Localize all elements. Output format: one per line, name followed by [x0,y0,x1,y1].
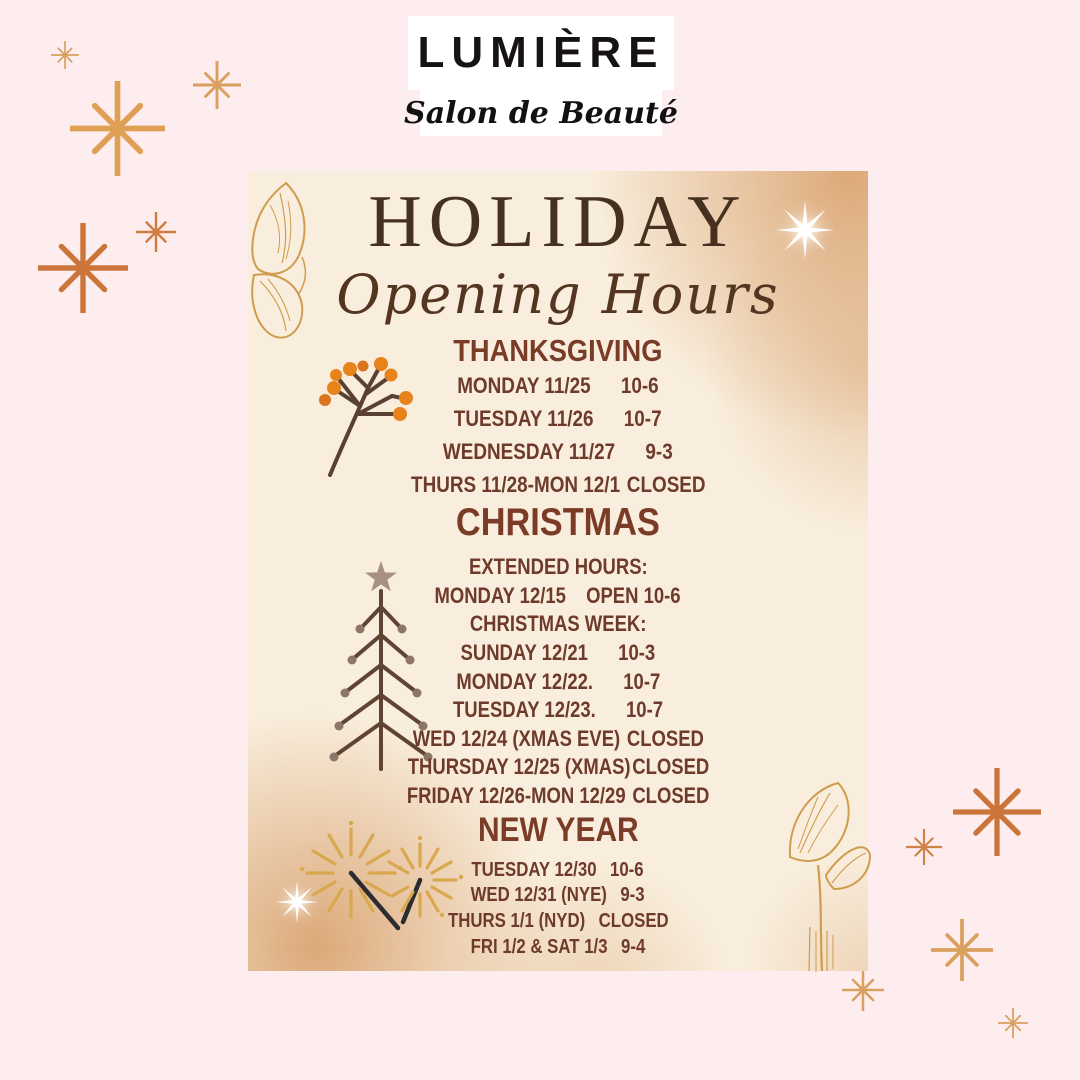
thanksgiving-schedule [248,370,868,502]
schedule-row: THURSDAY 12/25 (XMAS) CLOSED [407,754,709,780]
sparkle-star-icon [953,768,1041,856]
section-heading-new-year: NEW YEAR [477,811,639,849]
section-heading-thanksgiving: THANKSGIVING [453,333,663,368]
schedule-row: WEDNESDAY 11/27 9-3 [443,439,673,465]
schedule-row: TUESDAY 12/23. 10-7 [452,697,664,723]
schedule-row: THURS 11/28-MON 12/1 CLOSED [410,472,706,498]
new-year-schedule [248,857,868,959]
logo-tagline-box [404,90,678,136]
schedule-row: FRI 1/2 & SAT 1/3 9-4 [470,935,646,958]
sparkle-star-icon [842,969,884,1011]
schedule-row: THURS 1/1 (NYD) CLOSED [447,909,669,932]
logo [408,16,674,90]
poster-subtitle: Opening Hours [336,263,780,326]
schedule-row: FRIDAY 12/26-MON 12/29 CLOSED [406,783,710,809]
logo-tagline: Salon de Beauté [404,95,678,131]
opening-hours-poster [248,171,868,971]
sparkle-star-icon [38,223,128,313]
sparkle-star-icon [193,61,241,109]
schedule-row: SUNDAY 12/21 10-3 [460,640,656,666]
sparkle-star-icon [906,829,942,865]
schedule-row: MONDAY 12/15 OPEN 10-6 [434,582,682,608]
schedule-row: WED 12/24 (XMAS EVE) CLOSED [412,725,704,751]
schedule-row: MONDAY 12/22. 10-7 [456,668,660,694]
sparkle-star-icon [931,919,993,981]
logo-name: LUMIÈRE [417,28,665,77]
section-heading-christmas: CHRISTMAS [455,501,661,544]
sparkle-star-icon [998,1008,1028,1038]
schedule-row: MONDAY 11/25 10-6 [457,373,659,399]
sparkle-star-icon [70,81,165,176]
schedule-row: TUESDAY 11/26 10-7 [454,406,662,432]
schedule-row: WED 12/31 (NYE) 9-3 [470,884,646,907]
schedule-row: TUESDAY 12/30 10-6 [471,858,645,881]
christmas-schedule [248,553,868,810]
schedule-row: CHRISTMAS WEEK: [469,611,647,637]
poster-title: HOLIDAY [368,181,748,263]
sparkle-star-icon [136,212,176,252]
schedule-row: EXTENDED HOURS: [468,554,648,580]
sparkle-star-icon [51,41,79,69]
